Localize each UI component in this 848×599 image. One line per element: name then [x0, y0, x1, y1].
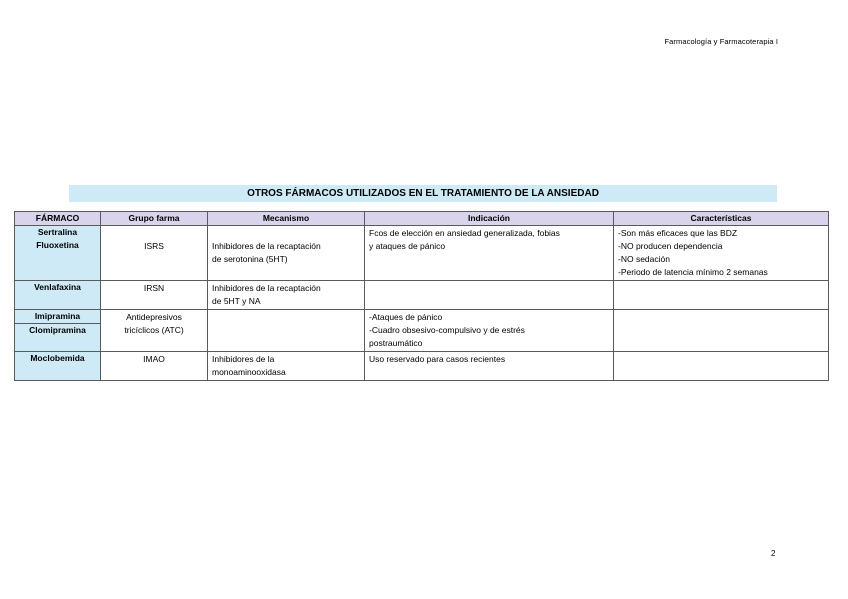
table-row [15, 226, 829, 281]
group-cell [101, 281, 208, 310]
drugs-table [14, 211, 829, 381]
feature-line: -NO producen dependencia [618, 241, 723, 251]
drug-name: Moclobemida [30, 353, 85, 363]
group-line: IMAO [143, 354, 165, 364]
drug-name: Imipramina [34, 311, 81, 321]
indication-line: y ataques de pánico [369, 241, 446, 251]
indication-line: -Ataques de pánico [369, 312, 443, 322]
running-header: Farmacología y Farmacoterapia I [664, 37, 778, 46]
drug-name: Fluoxetina [36, 240, 79, 250]
features-cell [614, 281, 829, 310]
column-header-farmaco: FÁRMACO [15, 212, 101, 226]
mechanism-line: Inhibidores de la recaptación [212, 283, 321, 293]
group-line: IRSN [143, 283, 165, 293]
features-cell [614, 226, 829, 281]
group-line: ISRS [144, 241, 164, 251]
features-cell [614, 310, 829, 352]
drug-cell [15, 281, 101, 310]
indication-line: -Cuadro obsesivo-compulsivo y de estrés [369, 325, 525, 335]
drug-cell [15, 352, 101, 381]
mechanism-line [212, 227, 360, 240]
column-header-grupo: Grupo farma [101, 212, 208, 226]
features-cell [614, 352, 829, 381]
mechanism-line: Inhibidores de la [212, 354, 275, 364]
drug-cell [15, 226, 101, 281]
column-header-indicacion: Indicación [365, 212, 614, 226]
group-cell [101, 226, 208, 281]
drug-cell [15, 310, 101, 352]
indication-line: Uso reservado para casos recientes [369, 354, 506, 364]
indication-cell [365, 352, 614, 381]
column-header-caracteristicas: Características [614, 212, 829, 226]
table-row [15, 310, 829, 352]
group-line: Antidepresivos [126, 312, 182, 322]
indication-cell [365, 310, 614, 352]
mechanism-cell [208, 281, 365, 310]
drug-name: Sertralina [37, 227, 78, 237]
mechanism-cell [208, 352, 365, 381]
indication-line: Fcos de elección en ansiedad generalizada, fobias [369, 228, 560, 238]
feature-line: -Son más eficaces que las BDZ [618, 228, 738, 238]
indication-cell [365, 281, 614, 310]
mechanism-line: monoaminooxidasa [212, 367, 286, 377]
indication-line: postraumático [369, 338, 423, 348]
indication-cell [365, 226, 614, 281]
group-cell [101, 310, 208, 352]
mechanism-cell [208, 310, 365, 352]
feature-line: -NO sedación [618, 254, 670, 264]
group-line [105, 227, 203, 240]
mechanism-line: de serotonina (5HT) [212, 254, 288, 264]
group-line: tricíclicos (ATC) [124, 325, 184, 335]
feature-line: -Periodo de latencia mínimo 2 semanas [618, 267, 768, 277]
group-cell [101, 352, 208, 381]
table-header-row [15, 212, 829, 226]
page-number: 2 [771, 549, 776, 558]
table-title: OTROS FÁRMACOS UTILIZADOS EN EL TRATAMIENTO DE LA ANSIEDAD [69, 185, 777, 202]
drug-name: Venlafaxina [34, 282, 81, 292]
mechanism-line: de 5HT y NA [212, 296, 261, 306]
drug-name: Clomipramina [15, 323, 100, 337]
column-header-mecanismo: Mecanismo [208, 212, 365, 226]
mechanism-cell [208, 226, 365, 281]
mechanism-line: Inhibidores de la recaptación [212, 241, 321, 251]
table-row [15, 352, 829, 381]
table-row [15, 281, 829, 310]
